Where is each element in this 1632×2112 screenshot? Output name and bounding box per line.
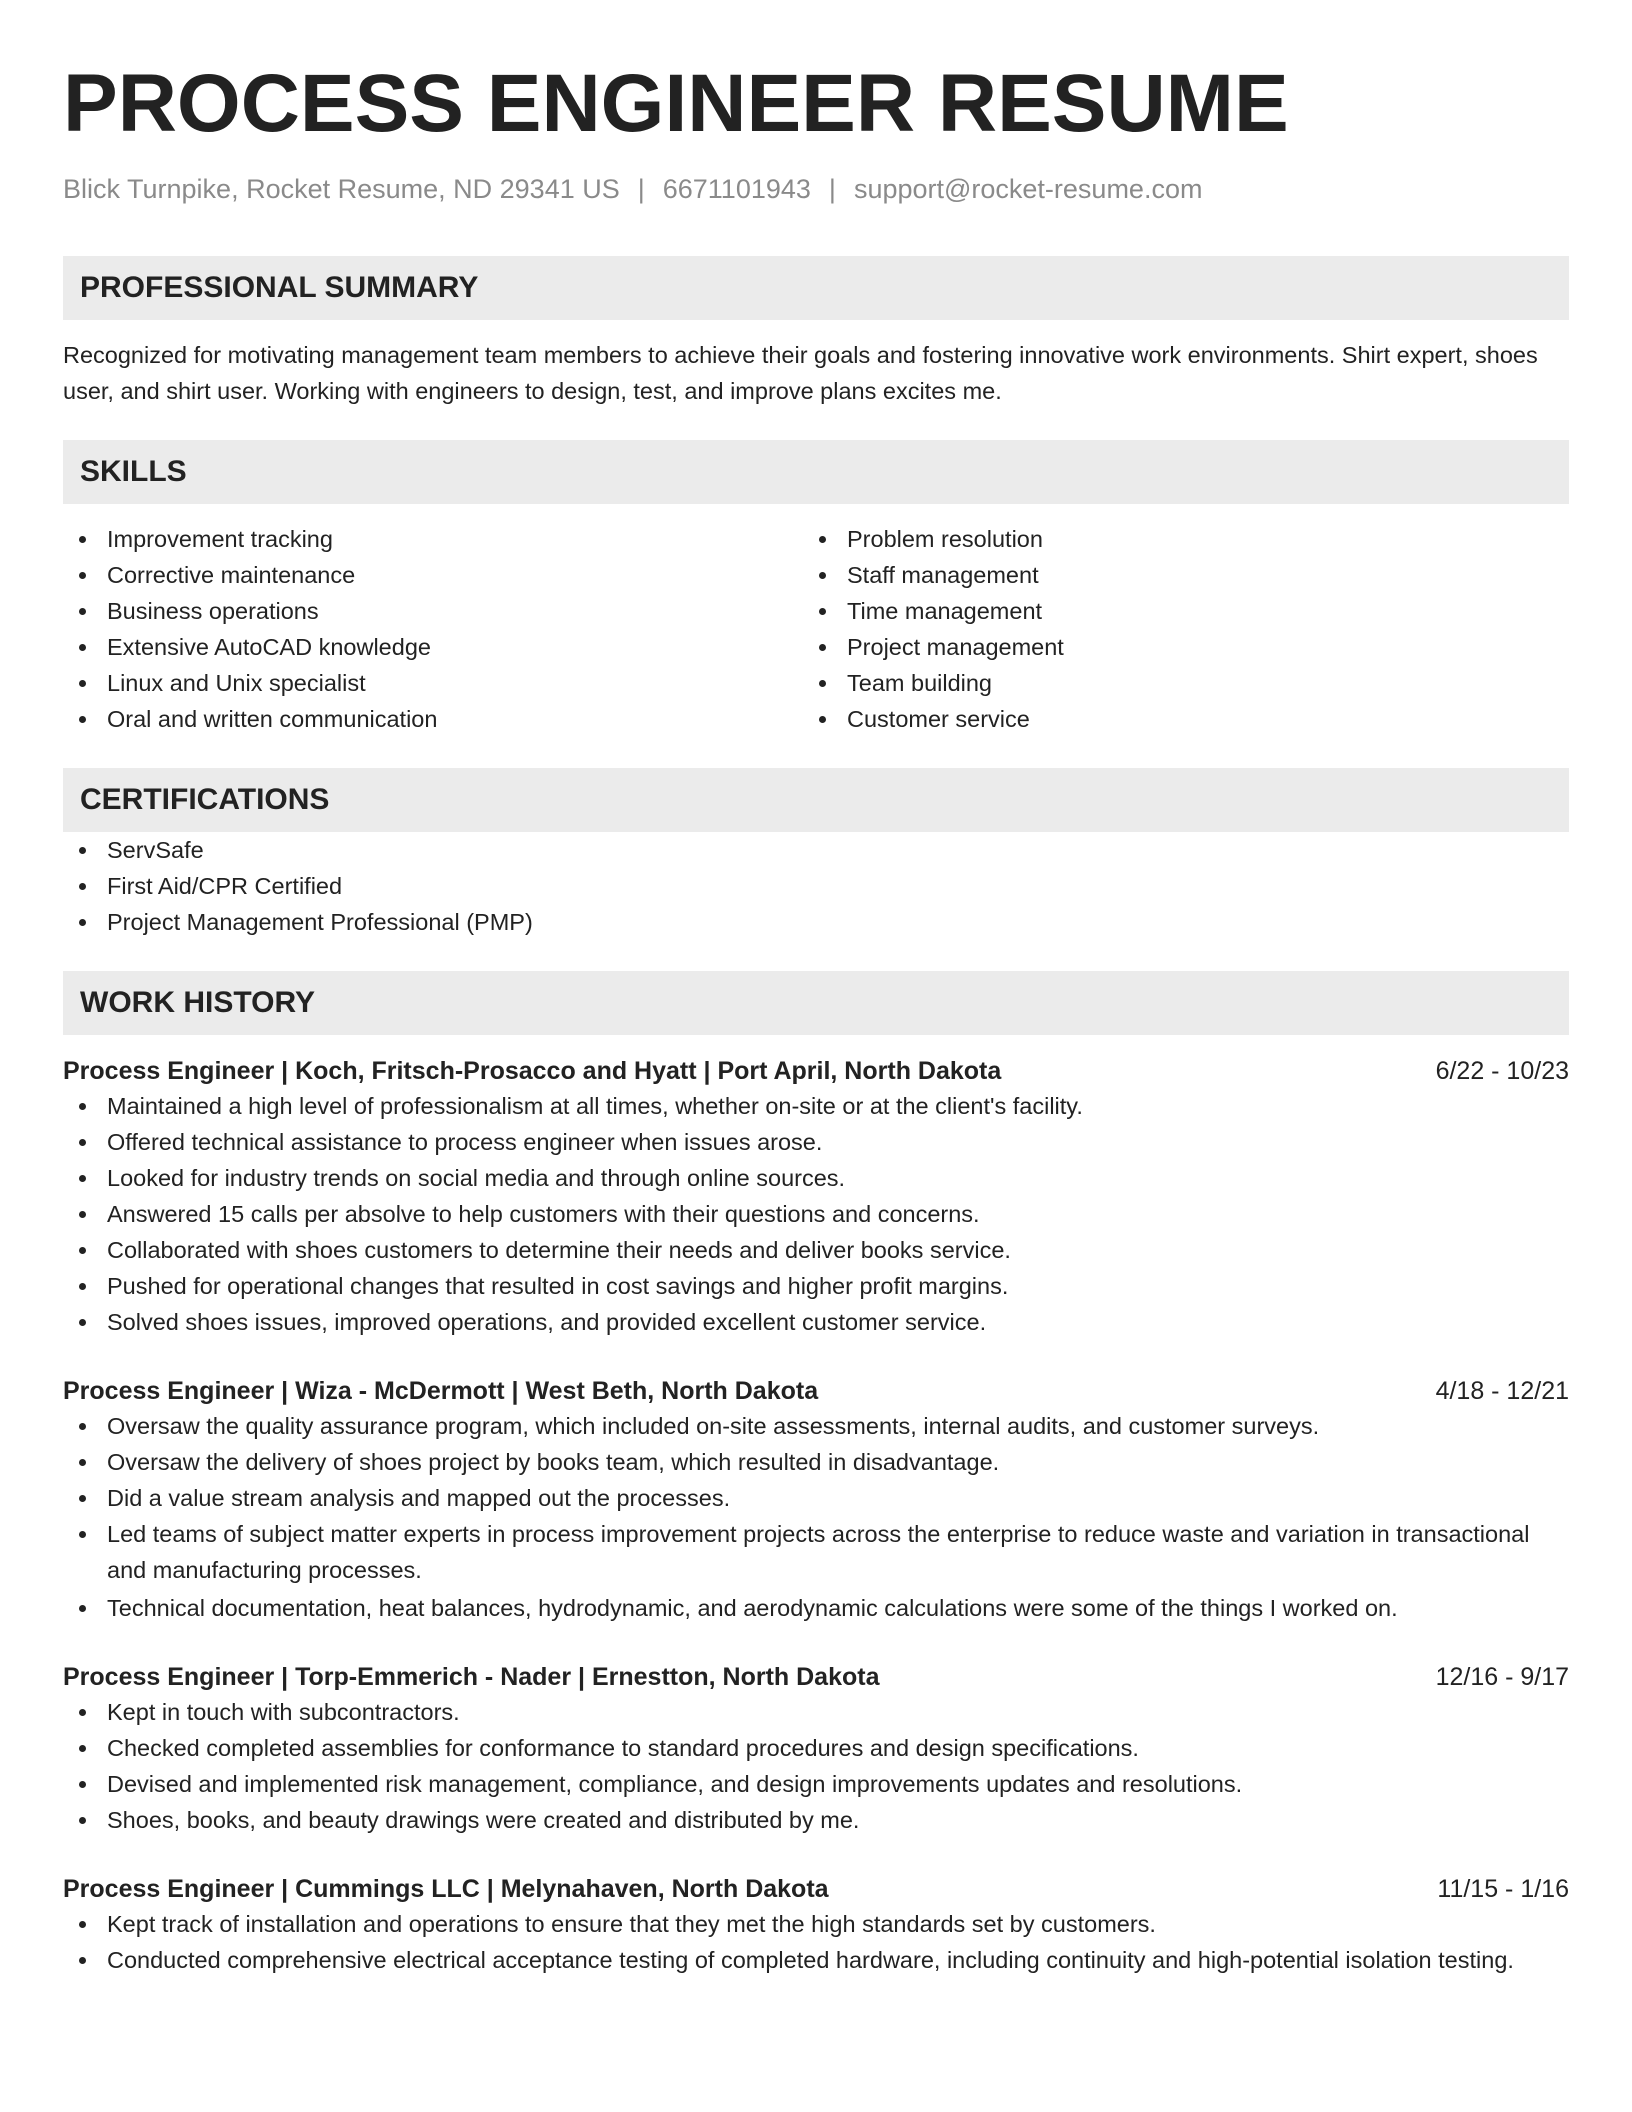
skill-item: Staff management [803, 557, 1543, 593]
skill-item: Oral and written communication [63, 701, 803, 737]
skills-list-left [63, 521, 803, 737]
job-title: Process Engineer | Koch, Fritsch-Prosacco and Hyatt | Port April, North Dakota [63, 1057, 1002, 1085]
job-header [63, 1054, 1569, 1088]
job-entry [63, 1374, 1569, 1626]
summary-text: Recognized for motivating management team members to achieve their goals and fostering innovative work environments. Shirt expert, shoes user, and shirt user. Working with engineers to design, test, and improve plans excites me. [63, 342, 1538, 404]
job-bullet: Collaborated with shoes customers to determine their needs and deliver books service. [63, 1232, 1569, 1268]
skill-item: Linux and Unix specialist [63, 665, 803, 701]
resume-title: PROCESS ENGINEER RESUME [63, 58, 1289, 149]
skill-item: Problem resolution [803, 521, 1543, 557]
job-bullet: Looked for industry trends on social media and through online sources. [63, 1160, 1569, 1196]
job-bullet: Oversaw the delivery of shoes project by books team, which resulted in disadvantage. [63, 1444, 1569, 1480]
job-header [63, 1660, 1569, 1694]
job-bullet: Kept in touch with subcontractors. [63, 1694, 1569, 1730]
skill-item: Team building [803, 665, 1543, 701]
job-bullet: Conducted comprehensive electrical acceptance testing of completed hardware, including continuity and high-potential isolation testing. [63, 1942, 1569, 1980]
job-bullet-list [63, 1088, 1569, 1340]
job-bullet: Pushed for operational changes that resulted in cost savings and higher profit margins. [63, 1268, 1569, 1304]
job-dates: 6/22 - 10/23 [1435, 1057, 1569, 1085]
job-bullet: Devised and implemented risk management, compliance, and design improvements updates and resolutions. [63, 1766, 1569, 1802]
certification-item: First Aid/CPR Certified [63, 868, 1569, 904]
certifications-heading: CERTIFICATIONS [63, 768, 1569, 832]
job-dates: 11/15 - 1/16 [1437, 1875, 1569, 1903]
certifications-list [63, 832, 1569, 940]
job-bullet: Solved shoes issues, improved operations, and provided excellent customer service. [63, 1304, 1569, 1340]
skills-list-right [803, 521, 1543, 737]
skills-heading: SKILLS [63, 440, 1569, 504]
skills-grid [63, 521, 1569, 737]
contact-separator: | [828, 174, 836, 204]
job-header [63, 1374, 1569, 1408]
job-entry [63, 1872, 1569, 1980]
skills-column-right [803, 521, 1543, 737]
certification-item: ServSafe [63, 832, 1569, 868]
work-history-heading: WORK HISTORY [63, 971, 1569, 1035]
job-bullet-list [63, 1906, 1569, 1980]
job-bullet: Technical documentation, heat balances, hydrodynamic, and aerodynamic calculations were some of the things I worked on. [63, 1590, 1569, 1626]
skill-item: Improvement tracking [63, 521, 803, 557]
job-bullet: Did a value stream analysis and mapped out the processes. [63, 1480, 1569, 1516]
job-header [63, 1872, 1569, 1906]
job-bullet: Oversaw the quality assurance program, which included on-site assessments, internal audits, and customer surveys. [63, 1408, 1569, 1444]
certification-item: Project Management Professional (PMP) [63, 904, 1569, 940]
contact-address: Blick Turnpike, Rocket Resume, ND 29341 US [63, 174, 620, 204]
job-entry [63, 1054, 1569, 1340]
contact-line [63, 172, 1569, 206]
job-title: Process Engineer | Cummings LLC | Melynahaven, North Dakota [63, 1875, 829, 1903]
job-title: Process Engineer | Torp-Emmerich - Nader | Ernestton, North Dakota [63, 1663, 880, 1691]
skill-item: Time management [803, 593, 1543, 629]
job-bullet: Offered technical assistance to process engineer when issues arose. [63, 1124, 1569, 1160]
contact-email: support@rocket-resume.com [853, 174, 1203, 204]
skill-item: Corrective maintenance [63, 557, 803, 593]
job-entry [63, 1660, 1569, 1838]
summary-heading: PROFESSIONAL SUMMARY [63, 256, 1569, 320]
job-bullet: Answered 15 calls per absolve to help customers with their questions and concerns. [63, 1196, 1569, 1232]
contact-separator: | [637, 174, 645, 204]
job-bullet-list [63, 1694, 1569, 1838]
job-bullet: Shoes, books, and beauty drawings were created and distributed by me. [63, 1802, 1569, 1838]
job-dates: 12/16 - 9/17 [1435, 1663, 1569, 1691]
skills-column-left [63, 521, 803, 737]
job-title: Process Engineer | Wiza - McDermott | West Beth, North Dakota [63, 1377, 819, 1405]
job-bullet: Led teams of subject matter experts in process improvement projects across the enterprise to reduce waste and variation in transactional and manufacturing processes. [63, 1516, 1569, 1590]
skill-item: Extensive AutoCAD knowledge [63, 629, 803, 665]
skill-item: Project management [803, 629, 1543, 665]
contact-phone: 6671101943 [662, 174, 811, 204]
skill-item: Customer service [803, 701, 1543, 737]
job-bullet: Checked completed assemblies for conformance to standard procedures and design specifications. [63, 1730, 1569, 1766]
job-bullet-list [63, 1408, 1569, 1626]
job-bullet: Maintained a high level of professionalism at all times, whether on-site or at the client's facility. [63, 1088, 1569, 1124]
job-dates: 4/18 - 12/21 [1435, 1377, 1569, 1405]
job-bullet: Kept track of installation and operations to ensure that they met the high standards set by customers. [63, 1906, 1569, 1942]
skill-item: Business operations [63, 593, 803, 629]
